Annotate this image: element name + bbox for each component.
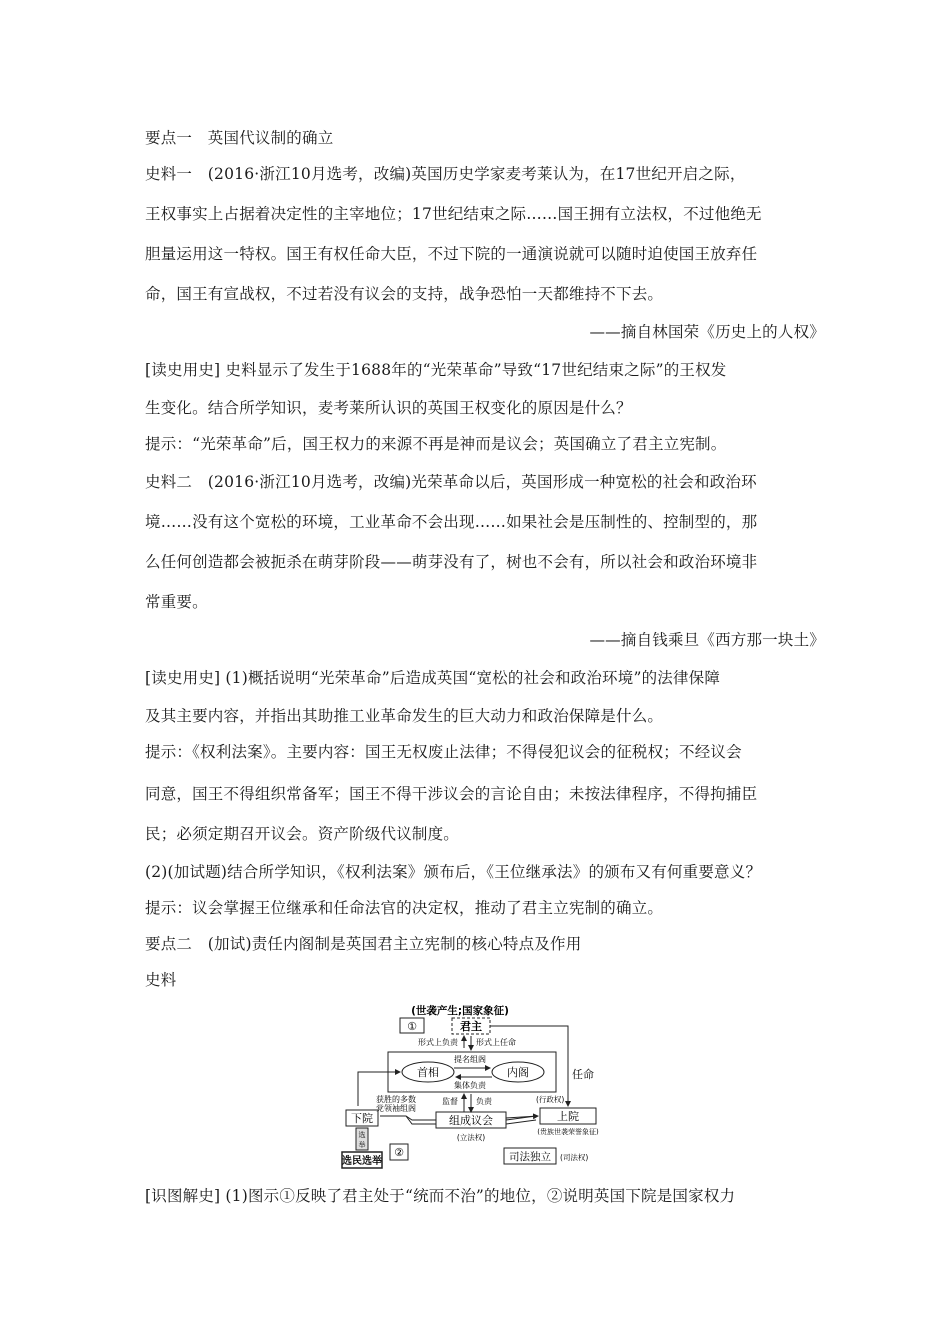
text-line: 王权事实上占据着决定性的主宰地位；17世纪结束之际……国王拥有立法权，不过他绝无 bbox=[145, 205, 762, 223]
text-line: 提示：“光荣革命”后，国王权力的来源不再是神而是议会；英国确立了君主立宪制。 bbox=[145, 435, 727, 453]
text-line: 提示：议会掌握王位继承和任命法官的决定权，推动了君主立宪制的确立。 bbox=[145, 899, 664, 917]
text-line: 史料 bbox=[145, 971, 177, 989]
majority-label-2: 党领袖组阁 bbox=[376, 1104, 416, 1113]
text-line: [读史用史] 史料显示了发生于1688年的“光荣革命”导致“17世纪结束之际”的王权发 bbox=[145, 361, 727, 379]
judicial-label: 司法独立 bbox=[509, 1151, 551, 1163]
text-line: [读史用史] (1)概括说明“光荣革命”后造成英国“宽松的社会和政治环境”的法律保障 bbox=[145, 669, 721, 687]
text-line: 及其主要内容，并指出其助推工业革命发生的巨大动力和政治保障是什么。 bbox=[145, 707, 664, 725]
text-line: 生变化。结合所学知识，麦考莱所认识的英国王权变化的原因是什么？ bbox=[145, 399, 632, 417]
responsible-label: 负责 bbox=[476, 1097, 492, 1106]
parliament-label: 组成议会 bbox=[449, 1114, 493, 1127]
judicial-power-label: (司法权) bbox=[560, 1153, 589, 1162]
text-line: 境……没有这个宽松的环境，工业革命不会出现……如果社会是压制性的、控制型的，那 bbox=[145, 513, 758, 531]
text-line: 胆量运用这一特权。国王有权任命大臣，不过下院的一通演说就可以随时迫使国王放弃任 bbox=[145, 245, 758, 263]
section-heading-2: 要点二 (加试)责任内阁制是英国君主立宪制的核心特点及作用 bbox=[145, 935, 582, 953]
text-line: 民；必须定期召开议会。资产阶级代议制度。 bbox=[145, 825, 460, 843]
text-line: 提示：《权利法案》。主要内容：国王无权废止法律；不得侵犯议会的征税权；不经议会 bbox=[145, 743, 742, 761]
cabinet-label: 内阁 bbox=[507, 1066, 529, 1079]
formal-appointment-label: 形式上任命 bbox=[476, 1038, 516, 1047]
election-char-2: 举 bbox=[358, 1141, 366, 1149]
text-line: 史料一 (2016·浙江10月选考，改编)英国历史学家麦考莱认为，在17世纪开启之际， bbox=[145, 165, 746, 183]
voters-label: 选民选举 bbox=[342, 1156, 382, 1167]
nobility-label: (贵族世袭荣誉象征) bbox=[537, 1128, 599, 1136]
executive-power-label: (行政权) bbox=[536, 1095, 565, 1104]
double-arrow-left bbox=[380, 1116, 436, 1124]
formal-responsibility-label: 形式上负责 bbox=[418, 1038, 458, 1047]
text-line: 么任何创造都会被扼杀在萌芽阶段——萌芽没有了，树也不会有，所以社会和政治环境非 bbox=[145, 553, 758, 571]
text-line: 常重要。 bbox=[145, 593, 208, 611]
supervise-label: 监督 bbox=[442, 1097, 458, 1106]
legislative-label: (立法权) bbox=[456, 1133, 486, 1142]
text-line: (2)(加试题)结合所学知识，《权利法案》颁布后，《王位继承法》的颁布又有何重要意义？ bbox=[145, 863, 762, 881]
upper-house-label: 上院 bbox=[557, 1110, 579, 1123]
source-citation: ——摘自林国荣《历史上的人权》 bbox=[589, 323, 825, 341]
collective-label: 集体负责 bbox=[454, 1081, 486, 1090]
election-char-1: 选 bbox=[358, 1131, 366, 1139]
text-line: 史料二 (2016·浙江10月选考，改编)光荣革命以后，英国形成一种宽松的社会和政治环 bbox=[145, 473, 757, 491]
text-line: 命，国王有宣战权，不过若没有议会的支持，战争恐怕一天都维持不下去。 bbox=[145, 285, 664, 303]
lower-house-label: 下院 bbox=[351, 1112, 373, 1125]
caption-label: (世袭产生;国家象征) bbox=[411, 1005, 509, 1017]
marker-1-label: ① bbox=[407, 1020, 417, 1033]
source-citation: ——摘自钱乘旦《西方那一块土》 bbox=[589, 631, 825, 649]
constitutional-monarchy-diagram bbox=[340, 1000, 612, 1172]
text-line: [识图解史] (1)图示①反映了君主处于“统而不治”的地位，②说明英国下院是国家权力 bbox=[145, 1187, 736, 1205]
text-line: 同意，国王不得组织常备军；国王不得干涉议会的言论自由；未按法律程序，不得拘捕臣 bbox=[145, 785, 758, 803]
pm-label: 首相 bbox=[417, 1066, 439, 1079]
majority-label-1: 获胜的多数 bbox=[376, 1095, 416, 1104]
section-heading-1: 要点一 英国代议制的确立 bbox=[145, 129, 334, 147]
appoint-label: 任命 bbox=[572, 1068, 594, 1081]
monarch-label: 君主 bbox=[460, 1020, 482, 1033]
marker-2-label: ② bbox=[394, 1146, 404, 1159]
nominate-label: 提名组阁 bbox=[454, 1055, 486, 1064]
